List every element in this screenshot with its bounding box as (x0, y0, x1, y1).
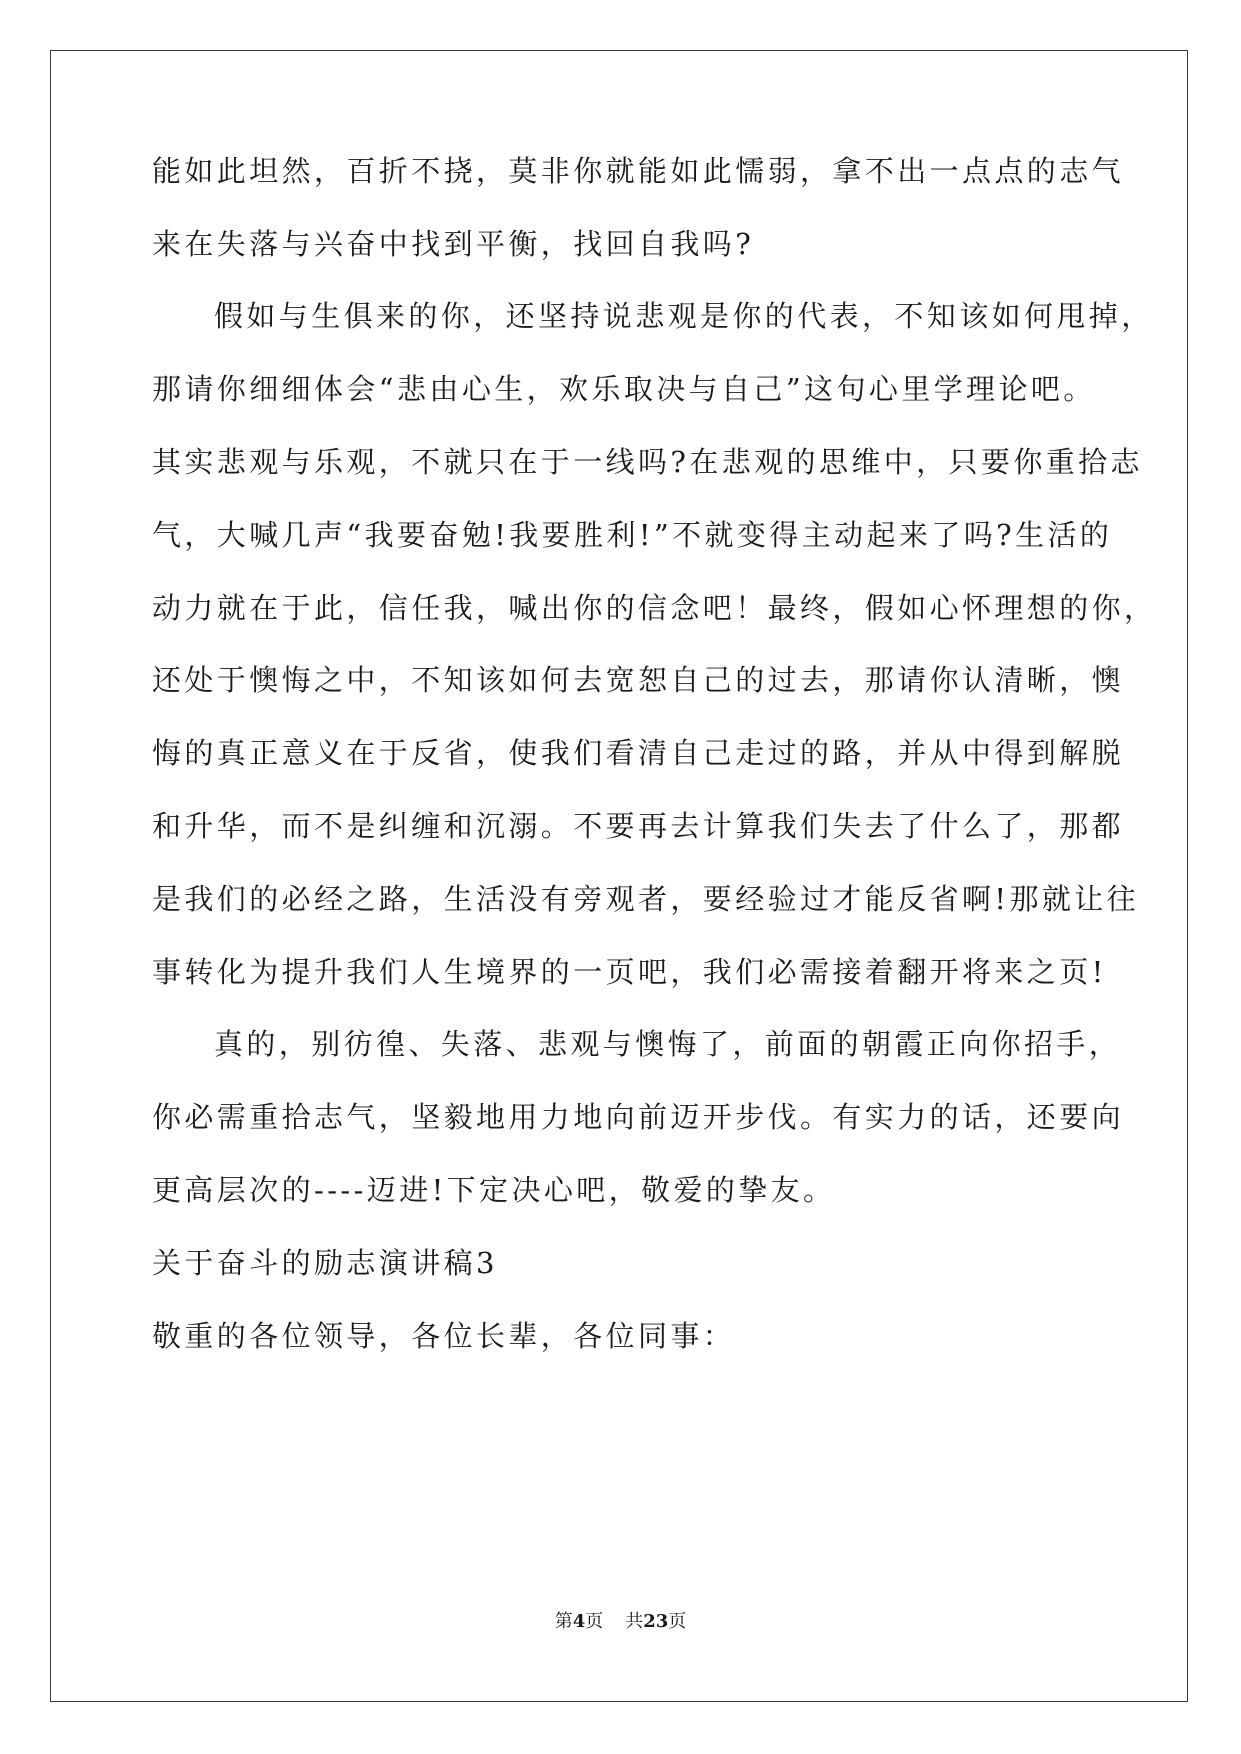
total-page-count: 23 (643, 1611, 669, 1632)
paragraph-start-line: 假如与生俱来的你，还坚持说悲观是你的代表，不知该如何甩掉， (214, 299, 1154, 333)
text-line: 是我们的必经之路，生活没有旁观者，要经验过才能反省啊!那就让往 (152, 882, 1140, 916)
footer-total-suffix: 页 (668, 1611, 687, 1632)
paragraph-start-line: 真的，别彷徨、失落、悲观与懊悔了，前面的朝霞正向你招手， (214, 1027, 1122, 1061)
footer-page-suffix: 页 (585, 1611, 604, 1632)
text-line: 能如此坦然，百折不挠，莫非你就能如此懦弱，拿不出一点点的志气 (152, 154, 1125, 188)
text-line: 来在失落与兴奋中找到平衡，找回自我吗? (152, 227, 755, 261)
text-line: 更高层次的----迈进!下定决心吧，敬爱的挚友。 (152, 1173, 836, 1207)
footer-total-prefix: 共 (625, 1611, 644, 1632)
text-line: 气，大喊几声“我要奋勉!我要胜利!”不就变得主动起来了吗?生活的 (152, 518, 1113, 552)
text-line: 其实悲观与乐观，不就只在于一线吗?在悲观的思维中，只要你重拾志 (152, 445, 1143, 479)
section-heading: 关于奋斗的励志演讲稿3 (152, 1246, 498, 1280)
footer-prefix: 第 (554, 1611, 573, 1632)
text-line: 你必需重拾志气，坚毅地用力地向前迈开步伐。有实力的话，还要向 (152, 1100, 1125, 1134)
page-footer (0, 1611, 1241, 1633)
text-line: 悔的真正意义在于反省，使我们看清自己走过的路，并从中得到解脱 (152, 736, 1125, 770)
text-line: 事转化为提升我们人生境界的一页吧，我们必需接着翻开将来之页! (152, 955, 1107, 989)
text-line: 那请你细细体会“悲由心生，欢乐取决与自己”这句心里学理论吧。 (152, 372, 1096, 406)
text-line: 还处于懊悔之中，不知该如何去宽恕自己的过去，那请你认清晰，懊 (152, 663, 1125, 697)
text-line: 动力就在于此，信任我，喊出你的信念吧！最终，假如心怀理想的你， (152, 591, 1157, 625)
current-page-number: 4 (572, 1611, 586, 1632)
salutation-line: 敬重的各位领导，各位长辈，各位同事： (152, 1319, 736, 1353)
text-line: 和升华，而不是纠缠和沉溺。不要再去计算我们失去了什么了，那都 (152, 809, 1125, 843)
